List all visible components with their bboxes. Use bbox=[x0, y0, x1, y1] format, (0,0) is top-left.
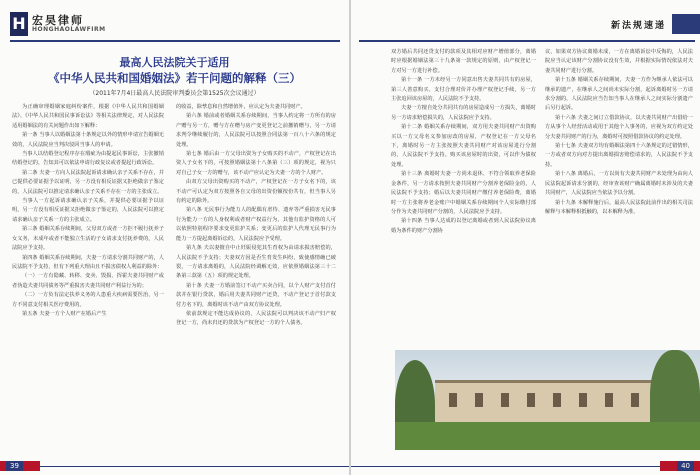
firm-logo bbox=[10, 12, 130, 38]
paragraph: 为正确审理婚姻家庭纠纷案件，根据《中华人民共和国婚姻法》、《中华人民共和国民事诉讼法》等相关法律规定，对人民法院适用婚姻法的有关问题作出如下解释： bbox=[12, 104, 164, 129]
header-rule bbox=[10, 40, 340, 42]
paragraph: （二）一方负有法定扶养义务的人患重大疾病需要医治，另一方不同意支付相关医疗费用的。 bbox=[12, 292, 164, 308]
paragraph: 当事人一方起诉请求确认亲子关系，并提供必要证据予以证明，另一方没有相反证据又拒绝做亲子鉴定的，人民法院可以推定请求确认亲子关系一方的主张成立。 bbox=[12, 198, 164, 223]
right-column-2 bbox=[545, 48, 693, 348]
paragraph: 第五条 夫妻一方个人财产在婚后产生 bbox=[22, 310, 107, 317]
paragraph: 第四条 婚姻关系存续期间，夫妻一方请求分割共同财产的，人民法院不予支持，但有下列重大理由且不损害债权人利益的除外： bbox=[12, 254, 164, 270]
footer-rule bbox=[351, 466, 700, 467]
right-page bbox=[351, 0, 700, 475]
paragraph: 当事人以结婚登记程序存在瑕疵为由提起民事诉讼，主张撤销结婚登记的，告知其可以依法申请行政复议或者提起行政诉讼。 bbox=[12, 151, 164, 167]
building-photo bbox=[395, 350, 700, 450]
logo-english-name: HONGHAOLAWFIRM bbox=[32, 26, 106, 33]
paragraph: 夫妻一方擅自处分共同共有的房屋造成另一方损失，离婚时另一方请求赔偿损失的，人民法院应予支持。 bbox=[391, 105, 536, 121]
paragraph: 第一条 当事人以婚姻法第十条规定以外的情形申请宣告婚姻无效的，人民法院应当判决驳回当事人的申请。 bbox=[12, 132, 164, 148]
logo-mark: H bbox=[10, 12, 28, 36]
paragraph: 第十一条 一方未经另一方同意出售夫妻共同共有的房屋，第三人善意购买、支付合理对价并办理产权登记手续，另一方主张追回该房屋的，人民法院不予支持。 bbox=[391, 77, 536, 103]
paragraph: 第十八条 离婚后，一方以尚有夫妻共同财产未处理为由向人民法院起诉请求分割的，经审查该财产确属离婚时未涉及的夫妻共同财产，人民法院应当依法予以分割。 bbox=[545, 171, 693, 197]
paragraph: 双方婚后共同还贷支付的款项及其相对应财产增值部分，离婚时应根据婚姻法第三十九条第一款规定的原则，由产权登记一方对另一方进行补偿。 bbox=[391, 49, 536, 74]
paragraph: 第八条 无民事行为能力人的配偶有虐待、遗弃等严重损害无民事行为能力一方的人身权利或者财产权益行为，其他有监护资格的人可以依照特别程序要求变更监护关系；变更后的监护人代理无民事行为能力一方提起离婚诉讼的，人民法院应予受理。 bbox=[176, 207, 336, 242]
article-title-line2: 《中华人民共和国婚姻法》若干问题的解释（三） bbox=[48, 71, 301, 85]
paragraph: 第十条 夫妻一方婚前签订不动产买卖合同，以个人财产支付首付款并在银行贷款，婚后用夫妻共同财产还贷，不动产登记于首付款支付方名下的，离婚时该不动产由双方协议处理。 bbox=[176, 282, 336, 308]
paragraph: 第二条 夫妻一方向人民法院起诉请求确认亲子关系不存在，并已提供必要证据予以证明，另一方没有相反证据又拒绝做亲子鉴定的，人民法院可以推定请求确认亲子关系不存在一方的主张成立。 bbox=[12, 169, 164, 195]
paragraph: 第七条 婚后由一方父母出资为子女购买的不动产，产权登记在出资人子女名下的，可按照婚姻法第十八条第（三）项的规定，视为只对自己子女一方的赠与，该不动产应认定为夫妻一方的个人财产。 bbox=[176, 151, 336, 176]
paragraph: （一）一方有隐藏、转移、变卖、毁损、挥霍夫妻共同财产或者伪造夫妻共同债务等严重损害夫妻共同财产利益行为的； bbox=[12, 273, 164, 289]
paragraph: 第六条 婚前或者婚姻关系存续期间，当事人约定将一方所有的房产赠与另一方，赠与方在赠与房产变更登记之前撤销赠与，另一方请求判令继续履行的，人民法院可以按照合同法第一百八十六条的规定处理。 bbox=[176, 113, 336, 148]
building bbox=[435, 380, 655, 423]
logo-chinese-name: 宏昊律师 bbox=[32, 14, 84, 27]
paragraph: 第三条 婚姻关系存续期间，父母双方或者一方拒不履行抚养子女义务，未成年或者不能独立生活的子女请求支付抚养费的，人民法院应予支持。 bbox=[12, 226, 164, 252]
paragraph: 第十二条 婚姻关系存续期间，双方用夫妻共同财产出资购买以一方父母名义参加房改的房屋，产权登记在一方父母名下，离婚时另一方主张按照夫妻共同财产对该房屋进行分割的，人民法院不予支持。购买该房屋时的出资，可以作为债权处理。 bbox=[391, 124, 536, 168]
section-tab bbox=[672, 14, 700, 34]
paragraph: 第十三条 离婚时夫妻一方尚未退休、不符合领取养老保险金条件，另一方请求按照夫妻共同财产分割养老保险金的，人民法院不予支持；婚后以夫妻共同财产缴付养老保险费，离婚时一方主张将养老金账户中婚姻关系存续期间个人实际缴付部分作为夫妻共同财产分割的，人民法院应予支持。 bbox=[391, 171, 536, 215]
section-title: 新法规速递 bbox=[610, 21, 666, 31]
left-column-1 bbox=[12, 103, 164, 448]
paragraph: 第十五条 婚姻关系存续期间，夫妻一方作为继承人依法可以继承的遗产，在继承人之间尚未实际分割，起诉离婚时另一方请求分割的，人民法院应当告知当事人在继承人之间实际分割遗产后另行起诉。 bbox=[545, 77, 693, 112]
page-number-right: 40 bbox=[677, 461, 694, 471]
right-column-1 bbox=[391, 48, 536, 348]
left-column-2 bbox=[176, 103, 336, 448]
paragraph: 的收益，除孳息和自然增值外，应认定为夫妻共同财产。 bbox=[176, 104, 306, 110]
paragraph: 第十七条 夫妻双方均有婚姻法第四十六条规定的过错情形，一方或者双方向对方提出离婚损害赔偿请求的，人民法院不予支持。 bbox=[545, 143, 693, 168]
footer-rule bbox=[0, 466, 349, 467]
paragraph: 第十四条 当事人达成的以登记离婚或者到人民法院协议离婚为条件的财产分割协 bbox=[391, 218, 536, 234]
article-subtitle: （2011年7月4日最高人民法院审判委员会第1525次会议通过） bbox=[89, 90, 260, 97]
article-title-line1: 最高人民法院关于适用 bbox=[119, 56, 230, 69]
lawn bbox=[395, 422, 700, 450]
paragraph: 第十六条 夫妻之间订立借款协议，以夫妻共同财产出借给一方从事个人经营活动或用于其他个人事务的，应视为双方约定处分夫妻共同财产的行为，离婚时可按照借款协议的约定处理。 bbox=[545, 114, 693, 140]
paragraph: 第十九条 本解释施行后，最高人民法院此前作出的相关司法解释与本解释相抵触的，以本解释为准。 bbox=[545, 199, 693, 215]
left-page bbox=[0, 0, 349, 475]
paragraph: 第九条 夫以妻擅自中止妊娠侵犯其生育权为由请求损害赔偿的，人民法院不予支持；夫妻双方因是否生育发生纠纷，致使感情确已破裂，一方请求离婚的，人民法院经调解无效，应依照婚姻法第三十二条第三款第（五）项的规定处理。 bbox=[176, 245, 336, 280]
header-rule bbox=[359, 40, 695, 42]
paragraph: 由双方父母出资购买的不动产，产权登记在一方子女名下的，该不动产可认定为双方按照各自父母的出资份额按份共有，但当事人另有约定的除外。 bbox=[176, 179, 336, 205]
paragraph: 议，如果双方协议离婚未成，一方在离婚诉讼中反悔的，人民法院应当认定该财产分割协议没有生效，并根据实际情况依法对夫妻共同财产进行分割。 bbox=[545, 49, 693, 74]
paragraph: 依前款规定不能达成协议的，人民法院可以判决该不动产归产权登记一方，尚未归还的贷款为产权登记一方的个人债务。 bbox=[176, 310, 336, 327]
page-number-left: 39 bbox=[6, 461, 23, 471]
